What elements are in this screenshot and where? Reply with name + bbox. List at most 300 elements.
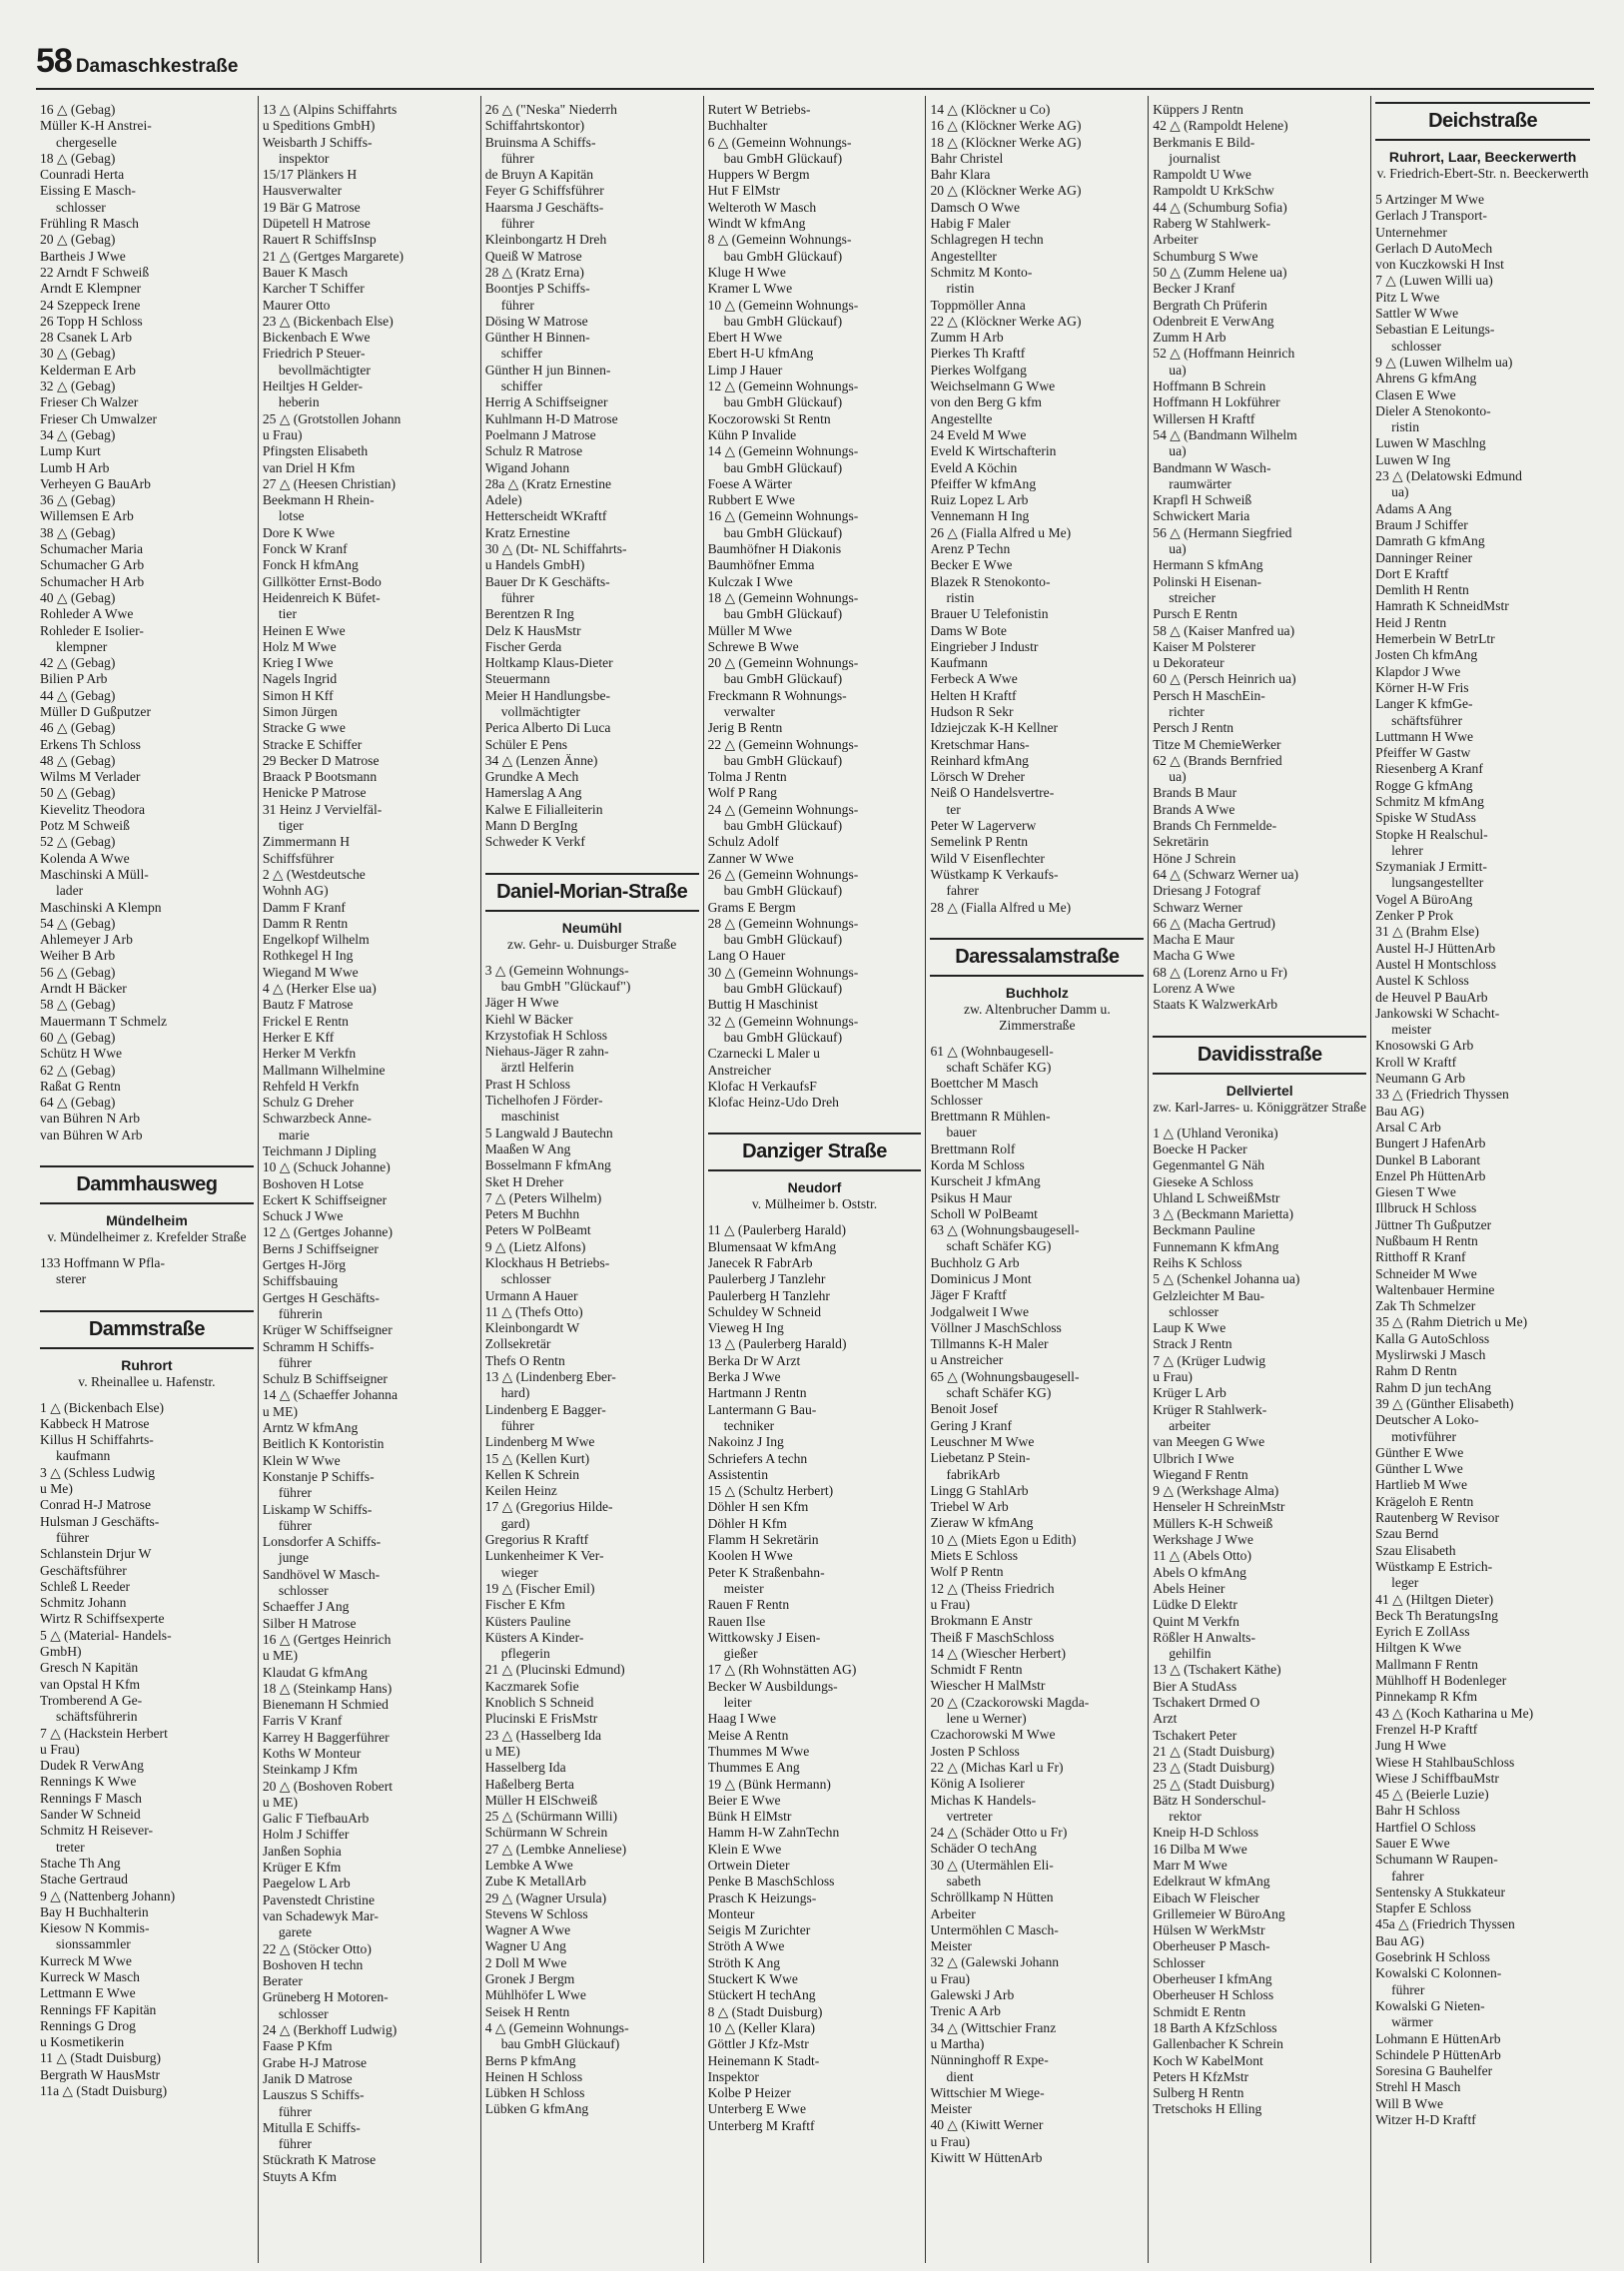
directory-entry: Macha E Maur bbox=[1153, 932, 1234, 948]
directory-entry: fabrikArb bbox=[946, 1466, 1001, 1482]
directory-entry: 41 △ (Hiltgen Dieter) bbox=[1375, 1591, 1494, 1607]
directory-entry: Fischer Gerda bbox=[484, 638, 562, 654]
directory-entry: Abels Heiner bbox=[1153, 1580, 1225, 1596]
directory-entry: Pfeiffer W Gastw bbox=[1375, 745, 1471, 761]
directory-entry: Schulz B Schiffseigner bbox=[262, 1371, 388, 1387]
directory-entry: leger bbox=[1391, 1575, 1419, 1591]
directory-entry: Thummes E Ang bbox=[707, 1760, 800, 1776]
directory-entry: Kuhlmann H-D Matrose bbox=[484, 410, 618, 426]
directory-entry: Raberg W Stahlwerk- bbox=[1153, 216, 1271, 232]
directory-entry: Psikus H Maur bbox=[930, 1189, 1013, 1205]
directory-entry: Becker J Kranf bbox=[1153, 281, 1235, 297]
directory-entry: Schlosser bbox=[1153, 1954, 1206, 1970]
directory-entry: Müller K-H Anstrei- bbox=[40, 118, 152, 134]
directory-entry: 42 △ (Gebag) bbox=[40, 655, 116, 671]
directory-entry: GmbH) bbox=[40, 1644, 82, 1660]
directory-entry: Ortwein Dieter bbox=[707, 1857, 790, 1873]
directory-entry: Krüger L Arb bbox=[1153, 1385, 1226, 1401]
directory-entry: lotse bbox=[278, 508, 305, 524]
directory-entry: Arndt E Klempner bbox=[40, 281, 142, 297]
directory-entry: Neiß O Handelsvertre- bbox=[930, 785, 1055, 801]
directory-entry: wieger bbox=[500, 1564, 538, 1580]
directory-entry: Höne J Schrein bbox=[1153, 850, 1236, 866]
directory-entry: Zube K MetallArb bbox=[484, 1874, 586, 1890]
directory-entry: Karrey H Baggerführer bbox=[262, 1729, 390, 1745]
directory-entry: 61 △ (Wohnbaugesell- bbox=[930, 1043, 1054, 1059]
directory-entry: 7 △ (Luwen Willi ua) bbox=[1375, 273, 1493, 289]
directory-entry: Sentensky A Stukkateur bbox=[1375, 1884, 1506, 1899]
directory-entry: Kowalski C Kolonnen- bbox=[1375, 1965, 1502, 1981]
directory-entry: 16 △ (Gemeinn Wohnungs- bbox=[707, 508, 859, 524]
directory-entry: Beier E Wwe bbox=[707, 1792, 781, 1808]
directory-entry: Steinkamp J Kfm bbox=[262, 1762, 359, 1778]
directory-entry: Uhland L SchweißMstr bbox=[1153, 1189, 1280, 1205]
directory-entry: 26 △ (Gemeinn Wohnungs- bbox=[707, 866, 859, 882]
directory-entry: Schramm H Schiffs- bbox=[262, 1338, 375, 1354]
directory-entry: 58 △ (Kaiser Manfred ua) bbox=[1153, 622, 1295, 638]
directory-entry: schaft Schäfer KG) bbox=[946, 1060, 1052, 1076]
directory-entry: Müller D Gußputzer bbox=[40, 703, 151, 719]
directory-entry: Heid J Rentn bbox=[1375, 614, 1447, 630]
directory-entry: Knoblich S Schneid bbox=[484, 1695, 594, 1711]
directory-entry: u Kosmetikerin bbox=[40, 2034, 125, 2050]
directory-columns bbox=[36, 96, 1594, 2263]
directory-entry: Tretschoks H Elling bbox=[1153, 2101, 1262, 2117]
directory-entry: Eveld K Wirtschafterin bbox=[930, 443, 1057, 459]
directory-entry: Wiegand M Wwe bbox=[262, 964, 359, 980]
directory-entry: Schlosser bbox=[930, 1092, 983, 1108]
directory-entry: 4 △ (Herker Else ua) bbox=[262, 981, 377, 997]
directory-entry: Hoffmann H Lokführer bbox=[1153, 394, 1280, 410]
directory-entry: Clasen E Wwe bbox=[1375, 386, 1456, 402]
directory-entry: 28 Csanek L Arb bbox=[40, 330, 132, 346]
directory-entry: Klapdor J Wwe bbox=[1375, 663, 1461, 679]
directory-entry: Szymaniak J Ermitt- bbox=[1375, 859, 1487, 875]
directory-entry: Galic F TiefbauArb bbox=[262, 1811, 370, 1827]
directory-entry: Blumensaat W kfmAng bbox=[707, 1238, 837, 1254]
directory-entry: Hamerslag A Ang bbox=[484, 785, 582, 801]
directory-entry: Kurreck M Wwe bbox=[40, 1952, 132, 1968]
directory-entry: Wagner A Wwe bbox=[484, 1922, 571, 1938]
directory-entry: 13 △ (Paulerberg Harald) bbox=[707, 1336, 847, 1352]
district-name: Mündelheim bbox=[106, 1212, 188, 1228]
directory-entry: tier bbox=[278, 606, 297, 622]
directory-entry: Schmidt F Rentn bbox=[930, 1662, 1023, 1678]
directory-entry: Lonsdorfer A Schiffs- bbox=[262, 1534, 382, 1550]
directory-entry: Weichselmann G Wwe bbox=[930, 378, 1056, 394]
directory-entry: van Driel H Kfm bbox=[262, 459, 356, 475]
directory-entry: klempner bbox=[56, 638, 108, 654]
directory-entry: Staats K WalzwerkArb bbox=[1153, 997, 1278, 1013]
directory-entry: 18 Barth A KfzSchloss bbox=[1153, 2019, 1277, 2035]
directory-entry: Haßelberg Berta bbox=[484, 1776, 574, 1792]
directory-entry: Boshoven H Lotse bbox=[262, 1175, 365, 1191]
directory-entry: Schaeffer J Ang bbox=[262, 1599, 350, 1615]
directory-entry: Schröllkamp N Hütten bbox=[930, 1890, 1054, 1905]
directory-entry: Ulbrich I Wwe bbox=[1153, 1450, 1234, 1466]
street-heading: Daressalamstraße bbox=[930, 938, 1144, 977]
directory-entry: bau GmbH Glückauf) bbox=[723, 394, 843, 410]
directory-entry: van Schadewyk Mar- bbox=[262, 1907, 379, 1923]
directory-entry: Mann D BergIng bbox=[484, 818, 578, 834]
directory-entry: Jerig B Rentn bbox=[707, 720, 783, 736]
directory-entry: Jäger F Kraftf bbox=[930, 1287, 1007, 1303]
directory-entry: Meister bbox=[930, 2101, 972, 2117]
directory-entry: Prasch K Heizungs- bbox=[707, 1890, 817, 1905]
directory-entry: Rubbert E Wwe bbox=[707, 492, 795, 508]
directory-entry: 19 △ (Bünk Hermann) bbox=[707, 1776, 831, 1792]
directory-entry: 2 Doll M Wwe bbox=[484, 1954, 567, 1970]
directory-entry: Wiese H StahlbauSchloss bbox=[1375, 1754, 1515, 1770]
directory-entry: wärmer bbox=[1391, 2014, 1433, 2030]
directory-entry: tiger bbox=[278, 818, 304, 834]
directory-entry: Tschakert Peter bbox=[1153, 1727, 1237, 1743]
directory-entry: streicher bbox=[1169, 589, 1217, 605]
directory-entry: 66 △ (Macha Gertrud) bbox=[1153, 915, 1275, 931]
directory-entry: Dieler A Stenokonto- bbox=[1375, 402, 1491, 418]
directory-entry: 30 △ (Utermählen Eli- bbox=[930, 1857, 1054, 1873]
directory-entry: Zak Th Schmelzer bbox=[1375, 1298, 1476, 1314]
directory-entry: Körner H-W Fris bbox=[1375, 679, 1469, 695]
directory-entry: Laup K Wwe bbox=[1153, 1320, 1226, 1336]
directory-entry: Haarsma J Geschäfts- bbox=[484, 199, 604, 215]
directory-entry: Peters M Buchhn bbox=[484, 1206, 580, 1222]
directory-entry: Gallenbacher K Schrein bbox=[1153, 2036, 1283, 2052]
directory-entry: Hartlieb M Wwe bbox=[1375, 1477, 1468, 1493]
directory-entry: Berka J Wwe bbox=[707, 1369, 781, 1385]
directory-entry: Anstreicher bbox=[707, 1062, 771, 1078]
directory-entry: Sandhövel W Masch- bbox=[262, 1566, 381, 1582]
directory-entry: Koolen H Wwe bbox=[707, 1548, 793, 1564]
directory-entry: Damm R Rentn bbox=[262, 915, 349, 931]
directory-entry: Luwen W Maschlng bbox=[1375, 435, 1486, 451]
directory-entry: Wohnh AG) bbox=[262, 883, 329, 899]
directory-entry: 5 Artzinger M Wwe bbox=[1375, 192, 1485, 207]
directory-entry: bau GmbH Glückauf) bbox=[723, 524, 843, 540]
directory-entry: lader bbox=[56, 883, 84, 899]
directory-entry: 9 △ (Lietz Alfons) bbox=[484, 1238, 586, 1254]
directory-entry: Kabbeck H Matrose bbox=[40, 1415, 150, 1431]
directory-entry: 18 △ (Steinkamp Hans) bbox=[262, 1680, 393, 1696]
directory-entry: maschinist bbox=[500, 1109, 559, 1125]
directory-entry: Schürmann W Schrein bbox=[484, 1825, 608, 1841]
directory-entry: Seisek H Rentn bbox=[484, 2003, 570, 2019]
directory-entry: u Dekorateur bbox=[1153, 655, 1224, 671]
directory-entry: Brands Ch Fernmelde- bbox=[1153, 818, 1277, 834]
directory-entry: Holz M Wwe bbox=[262, 638, 337, 654]
column-5 bbox=[926, 96, 1149, 2263]
directory-entry: Arenz P Techn bbox=[930, 541, 1011, 557]
directory-entry: Rautenberg W Revisor bbox=[1375, 1510, 1499, 1526]
directory-entry: Jung H Wwe bbox=[1375, 1738, 1446, 1754]
directory-entry: Huppers W Bergm bbox=[707, 167, 810, 183]
directory-entry: 23 △ (Stadt Duisburg) bbox=[1153, 1760, 1274, 1776]
directory-entry: Monteur bbox=[707, 1905, 755, 1921]
directory-entry: Jankowski W Schacht- bbox=[1375, 1005, 1500, 1021]
directory-entry: von den Berg G kfm bbox=[930, 394, 1042, 410]
directory-entry: pflegerin bbox=[500, 1646, 550, 1662]
directory-entry: schlosser bbox=[500, 1271, 551, 1287]
directory-entry: 23 △ (Bickenbach Else) bbox=[262, 313, 394, 329]
directory-entry: Bahr Christel bbox=[930, 150, 1004, 166]
directory-entry: Becker E Wwe bbox=[930, 557, 1013, 573]
directory-entry: Bienemann H Schmied bbox=[262, 1697, 389, 1713]
directory-entry: journalist bbox=[1169, 150, 1220, 166]
directory-entry: 14 △ (Wiescher Herbert) bbox=[930, 1645, 1067, 1661]
directory-entry: Kratz Ernestine bbox=[484, 524, 570, 540]
directory-entry: vollmächtigter bbox=[500, 703, 580, 719]
directory-entry: Vennemann H Ing bbox=[930, 508, 1030, 524]
directory-entry: motivführer bbox=[1391, 1428, 1457, 1444]
directory-entry: Berater bbox=[262, 1973, 303, 1989]
directory-entry: Schweder K Verkf bbox=[484, 834, 585, 850]
directory-entry: 48 △ (Gebag) bbox=[40, 752, 116, 768]
directory-entry: Will B Wwe bbox=[1375, 2095, 1444, 2111]
directory-entry: Lindenberg M Wwe bbox=[484, 1434, 595, 1450]
directory-entry: Boettcher M Masch bbox=[930, 1076, 1039, 1092]
directory-entry: 62 △ (Brands Bernfried bbox=[1153, 752, 1282, 768]
directory-entry: Zollsekretär bbox=[484, 1336, 551, 1352]
directory-entry: Schmidt E Rentn bbox=[1153, 2003, 1246, 2019]
directory-entry: Neumann G Arb bbox=[1375, 1071, 1466, 1087]
directory-entry: Tolma J Rentn bbox=[707, 769, 787, 785]
directory-entry: 3 △ (Schless Ludwig bbox=[40, 1464, 156, 1480]
directory-entry: bau GmbH Glückauf) bbox=[723, 1029, 843, 1045]
directory-entry: richter bbox=[1169, 703, 1205, 719]
directory-entry: Göttler J Kfz-Mstr bbox=[707, 2036, 809, 2052]
directory-entry: 10 △ (Schuck Johanne) bbox=[262, 1159, 391, 1175]
directory-entry: Untermöhlen C Masch- bbox=[930, 1921, 1059, 1937]
directory-entry: Gerlach D AutoMech bbox=[1375, 240, 1493, 256]
directory-entry: Günther H jun Binnen- bbox=[484, 362, 611, 378]
directory-entry: Assistentin bbox=[707, 1466, 768, 1482]
directory-entry: Fonck H kfmAng bbox=[262, 557, 359, 573]
directory-entry: verwalter bbox=[723, 703, 775, 719]
directory-entry: Pavenstedt Christine bbox=[262, 1892, 375, 1907]
directory-entry: Polinski H Eisenan- bbox=[1153, 573, 1262, 589]
directory-entry: führer bbox=[278, 1354, 313, 1370]
directory-entry: Lembke A Wwe bbox=[484, 1857, 573, 1873]
directory-entry: 20 △ (Boshoven Robert bbox=[262, 1778, 394, 1794]
directory-entry: Rennings K Wwe bbox=[40, 1774, 137, 1790]
directory-entry: Korda M Schloss bbox=[930, 1156, 1025, 1172]
directory-entry: Meister bbox=[930, 1938, 972, 1954]
directory-entry: 5 Langwald J Bautechn bbox=[484, 1125, 613, 1140]
directory-entry: Henicke P Matrose bbox=[262, 785, 367, 801]
directory-entry: Baumhöfner H Diakonis bbox=[707, 541, 842, 557]
directory-entry: Kiwitt W HüttenArb bbox=[930, 2150, 1043, 2166]
directory-entry: Scholl W PolBeamt bbox=[930, 1205, 1038, 1221]
directory-entry: Krüger W Schiffseigner bbox=[262, 1322, 393, 1338]
directory-entry: Lüdke D Elektr bbox=[1153, 1597, 1237, 1613]
directory-entry: Simon H Kff bbox=[262, 687, 334, 703]
directory-entry: Kretschmar Hans- bbox=[930, 736, 1030, 752]
directory-entry: Theiß F MaschSchloss bbox=[930, 1629, 1055, 1645]
directory-entry: Wüstkamp E Estrich- bbox=[1375, 1558, 1493, 1574]
directory-entry: Conrad H-J Matrose bbox=[40, 1497, 151, 1513]
directory-entry: meister bbox=[1391, 1022, 1432, 1038]
directory-entry: Rauen F Rentn bbox=[707, 1597, 790, 1613]
directory-entry: Kolenda A Wwe bbox=[40, 850, 130, 866]
directory-entry: Dort E Kraftf bbox=[1375, 565, 1449, 581]
directory-entry: fahrer bbox=[946, 883, 979, 899]
directory-entry: Brokmann E Anstr bbox=[930, 1613, 1033, 1629]
directory-entry: 18 △ (Gebag) bbox=[40, 150, 116, 166]
directory-entry: Adams A Ang bbox=[1375, 500, 1452, 516]
directory-entry: junge bbox=[278, 1550, 310, 1566]
directory-entry: Ruiz Lopez L Arb bbox=[930, 492, 1029, 508]
directory-entry: Bahr Klara bbox=[930, 167, 991, 183]
directory-entry: u Frau) bbox=[1153, 1369, 1193, 1385]
directory-entry: Krüger R Stahlwerk- bbox=[1153, 1401, 1267, 1417]
directory-entry: Rutert W Betriebs- bbox=[707, 102, 811, 117]
directory-entry: 45 △ (Beierle Luzie) bbox=[1375, 1787, 1489, 1803]
directory-entry: Krüger E Kfm bbox=[262, 1860, 342, 1876]
directory-entry: 21 △ (Plucinski Edmund) bbox=[484, 1662, 625, 1678]
directory-entry: Knosowski G Arb bbox=[1375, 1038, 1474, 1054]
directory-entry: Grillemeier W BüroAng bbox=[1153, 1905, 1285, 1921]
directory-entry: Wolf P Rentn bbox=[930, 1564, 1004, 1580]
directory-entry: Janik D Matrose bbox=[262, 2070, 353, 2086]
directory-entry: führer bbox=[500, 297, 534, 313]
directory-entry: 27 △ (Heesen Christian) bbox=[262, 475, 397, 491]
column-3 bbox=[481, 96, 704, 2263]
directory-entry: Koczorowski St Rentn bbox=[707, 410, 831, 426]
directory-entry: Heidenreich K Büfet- bbox=[262, 589, 381, 605]
directory-entry: Gosebrink H Schloss bbox=[1375, 1949, 1490, 1965]
directory-entry: Lohmann E HüttenArb bbox=[1375, 2030, 1501, 2046]
directory-entry: bau GmbH Glückauf) bbox=[723, 313, 843, 329]
directory-entry: Queiß W Matrose bbox=[484, 248, 582, 264]
directory-entry: rektor bbox=[1169, 1809, 1202, 1825]
street-heading: Dammstraße bbox=[40, 1310, 254, 1349]
directory-entry: 30 △ (Dt- NL Schiffahrts- bbox=[484, 541, 627, 557]
directory-entry: Schwickert Maria bbox=[1153, 508, 1250, 524]
directory-entry: Hut F ElMstr bbox=[707, 183, 781, 199]
street-heading: Dammhausweg bbox=[40, 1165, 254, 1204]
directory-entry: Stuckert K Wwe bbox=[707, 1971, 798, 1987]
directory-entry: Nünninghoff R Expe- bbox=[930, 2052, 1049, 2068]
directory-entry: Hulsman J Geschäfts- bbox=[40, 1513, 160, 1529]
directory-entry: Günther L Wwe bbox=[1375, 1461, 1463, 1477]
directory-entry: Brettmann Rolf bbox=[930, 1140, 1016, 1156]
directory-entry: 45a △ (Friedrich Thyssen bbox=[1375, 1916, 1515, 1932]
directory-entry: Braum J Schiffer bbox=[1375, 516, 1468, 532]
directory-entry: 58 △ (Gebag) bbox=[40, 997, 116, 1013]
directory-entry: Koths W Monteur bbox=[262, 1745, 362, 1761]
district-name: Neudorf bbox=[787, 1179, 842, 1196]
directory-entry: Grundke A Mech bbox=[484, 769, 579, 785]
directory-entry: Schlagregen H techn bbox=[930, 232, 1044, 248]
directory-entry: Hiltgen K Wwe bbox=[1375, 1640, 1461, 1656]
directory-entry: Gillkötter Ernst-Bodo bbox=[262, 573, 382, 589]
directory-entry: Lingg G StahlArb bbox=[930, 1482, 1029, 1498]
directory-entry: 3 △ (Beckmann Marietta) bbox=[1153, 1206, 1293, 1222]
directory-entry: Illbruck H Schloss bbox=[1375, 1200, 1477, 1216]
directory-entry: 14 △ (Gemeinn Wohnungs- bbox=[707, 443, 859, 459]
directory-entry: Marr M Wwe bbox=[1153, 1857, 1227, 1873]
directory-entry: Düpetell H Matrose bbox=[262, 216, 371, 232]
directory-entry: 64 △ (Schwarz Werner ua) bbox=[1153, 866, 1299, 882]
directory-entry: Weiher B Arb bbox=[40, 948, 116, 964]
district-name: Ruhrort, Laar, Beeckerwerth bbox=[1388, 149, 1577, 165]
directory-entry: Strack J Rentn bbox=[1153, 1336, 1232, 1352]
street-extent: v. Rheinallee u. Hafenstr. bbox=[78, 1373, 216, 1389]
directory-entry: 39 △ (Günther Elisabeth) bbox=[1375, 1395, 1514, 1411]
directory-entry: Rehfeld H Verkfn bbox=[262, 1078, 360, 1094]
directory-entry: Zimmermann H bbox=[262, 834, 351, 850]
directory-entry: Tromberend A Ge- bbox=[40, 1692, 143, 1708]
directory-entry: Krapfl H Schweiß bbox=[1153, 492, 1252, 508]
directory-entry: 17 △ (Gregorius Hilde- bbox=[484, 1499, 613, 1515]
directory-entry: Becker W Ausbildungs- bbox=[707, 1678, 838, 1694]
directory-entry: Erkens Th Schloss bbox=[40, 736, 141, 752]
directory-entry: Strehl H Masch bbox=[1375, 2079, 1461, 2095]
directory-entry: Henseler H SchreinMstr bbox=[1153, 1499, 1285, 1515]
directory-entry: Ebert H-U kfmAng bbox=[707, 346, 814, 362]
directory-entry: u Martha) bbox=[930, 2035, 985, 2051]
directory-entry: Frieser Ch Walzer bbox=[40, 394, 139, 410]
directory-entry: 10 △ (Miets Egon u Edith) bbox=[930, 1531, 1077, 1547]
directory-entry: Bau AG) bbox=[1375, 1932, 1424, 1948]
directory-entry: Toppmöller Anna bbox=[930, 297, 1026, 313]
directory-entry: 20 △ (Czackorowski Magda- bbox=[930, 1694, 1090, 1710]
directory-entry: u ME) bbox=[484, 1743, 520, 1759]
directory-entry: ua) bbox=[1169, 443, 1187, 459]
directory-entry: Schüler E Pens bbox=[484, 736, 568, 752]
street-heading: Danziger Straße bbox=[708, 1133, 922, 1171]
directory-entry: de Bruyn A Kapitän bbox=[484, 167, 594, 183]
directory-entry: Grams E Bergm bbox=[707, 899, 796, 915]
directory-entry: Bruinsma A Schiffs- bbox=[484, 134, 596, 150]
directory-entry: Deutscher A Loko- bbox=[1375, 1412, 1479, 1428]
directory-entry: Rohleder E Isolier- bbox=[40, 622, 144, 638]
directory-entry: Sebastian E Leitungs- bbox=[1375, 322, 1495, 338]
directory-entry: Helten H Kraftf bbox=[930, 687, 1017, 703]
directory-entry: Bartheis J Wwe bbox=[40, 248, 126, 264]
directory-entry: arbeiter bbox=[1169, 1417, 1211, 1433]
directory-entry: Rößler H Anwalts- bbox=[1153, 1629, 1255, 1645]
directory-entry: Myslirwski J Masch bbox=[1375, 1347, 1486, 1363]
directory-entry: Stevens W Schloss bbox=[484, 1905, 588, 1921]
directory-entry: Gegenmantel G Näh bbox=[1153, 1157, 1265, 1173]
directory-entry: Günther H Binnen- bbox=[484, 330, 590, 346]
directory-entry: Damm F Kranf bbox=[262, 899, 346, 915]
directory-entry: Stuyts A Kfm bbox=[262, 2168, 337, 2184]
directory-entry: Arzt bbox=[1153, 1711, 1178, 1727]
directory-entry: Funnemann K kfmAng bbox=[1153, 1238, 1279, 1254]
directory-entry: Paulerberg J Tanzlehr bbox=[707, 1271, 826, 1287]
directory-entry: Buttig H Maschinist bbox=[707, 997, 818, 1013]
directory-entry: Hartmann J Rentn bbox=[707, 1385, 807, 1401]
directory-entry: Stückert H techAng bbox=[707, 1987, 816, 2003]
directory-entry: Spiske W StudAss bbox=[1375, 810, 1476, 826]
directory-entry: Miets E Schloss bbox=[930, 1548, 1019, 1564]
directory-entry: schiffer bbox=[500, 378, 542, 394]
directory-entry: Pfeiffer W kfmAng bbox=[930, 475, 1037, 491]
directory-entry: Windt W kfmAng bbox=[707, 216, 806, 232]
directory-entry: u Speditions GmbH) bbox=[262, 118, 376, 134]
directory-entry: Sauer E Wwe bbox=[1375, 1835, 1450, 1851]
directory-entry: Maschinski A Klempn bbox=[40, 899, 162, 915]
directory-entry: Vieweg H Ing bbox=[707, 1320, 784, 1336]
directory-entry: ua) bbox=[1169, 362, 1187, 378]
directory-entry: Verheyen G BauArb bbox=[40, 475, 151, 491]
directory-entry: 18 △ (Klöckner Werke AG) bbox=[930, 134, 1082, 150]
directory-entry: Rampoldt U KrkSchw bbox=[1153, 183, 1274, 199]
directory-entry: Austel K Schloss bbox=[1375, 973, 1469, 989]
directory-entry: 40 △ (Gebag) bbox=[40, 589, 116, 605]
